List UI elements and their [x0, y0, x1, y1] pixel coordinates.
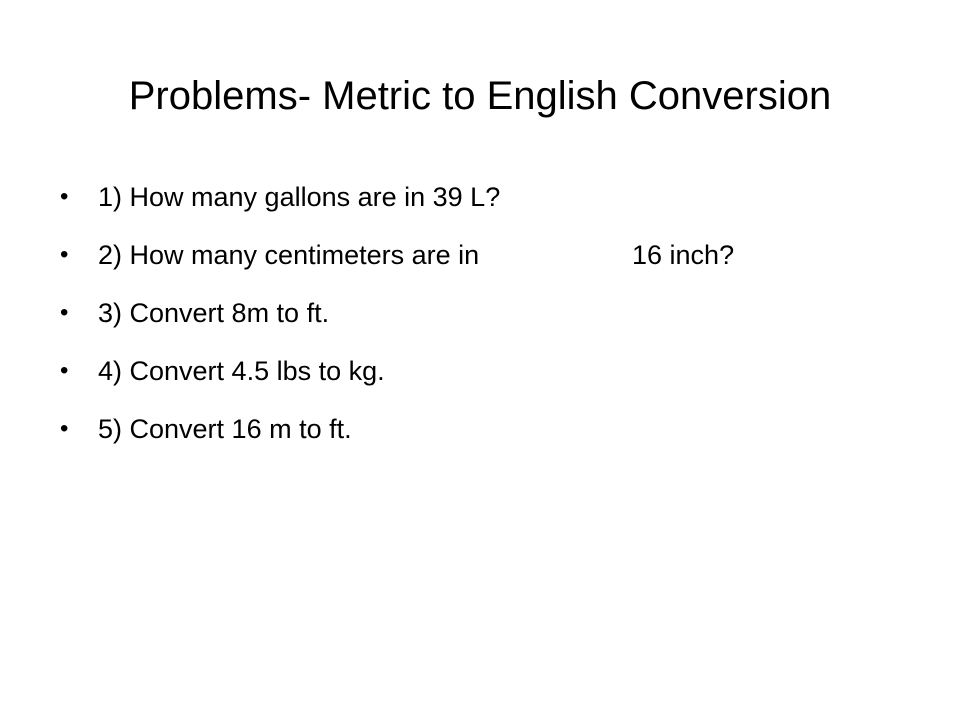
slide-title: Problems- Metric to English Conversion — [128, 74, 832, 118]
bullet-icon: • — [60, 241, 69, 268]
bullet-icon: • — [60, 299, 69, 326]
bullet-text: 3) Convert 8m to ft. — [98, 298, 330, 328]
bullet-text: 1) How many gallons are in 39 L? — [98, 182, 501, 212]
bullet-text: 2) How many centimeters are in — [98, 240, 480, 270]
bullet-text-extra: 16 inch? — [632, 240, 735, 270]
bullet-text: 4) Convert 4.5 lbs to kg. — [98, 356, 385, 386]
bullet-text: 5) Convert 16 m to ft. — [98, 414, 352, 444]
bullet-icon: • — [60, 357, 69, 384]
bullet-icon: • — [60, 415, 69, 442]
bullet-icon: • — [60, 183, 69, 210]
